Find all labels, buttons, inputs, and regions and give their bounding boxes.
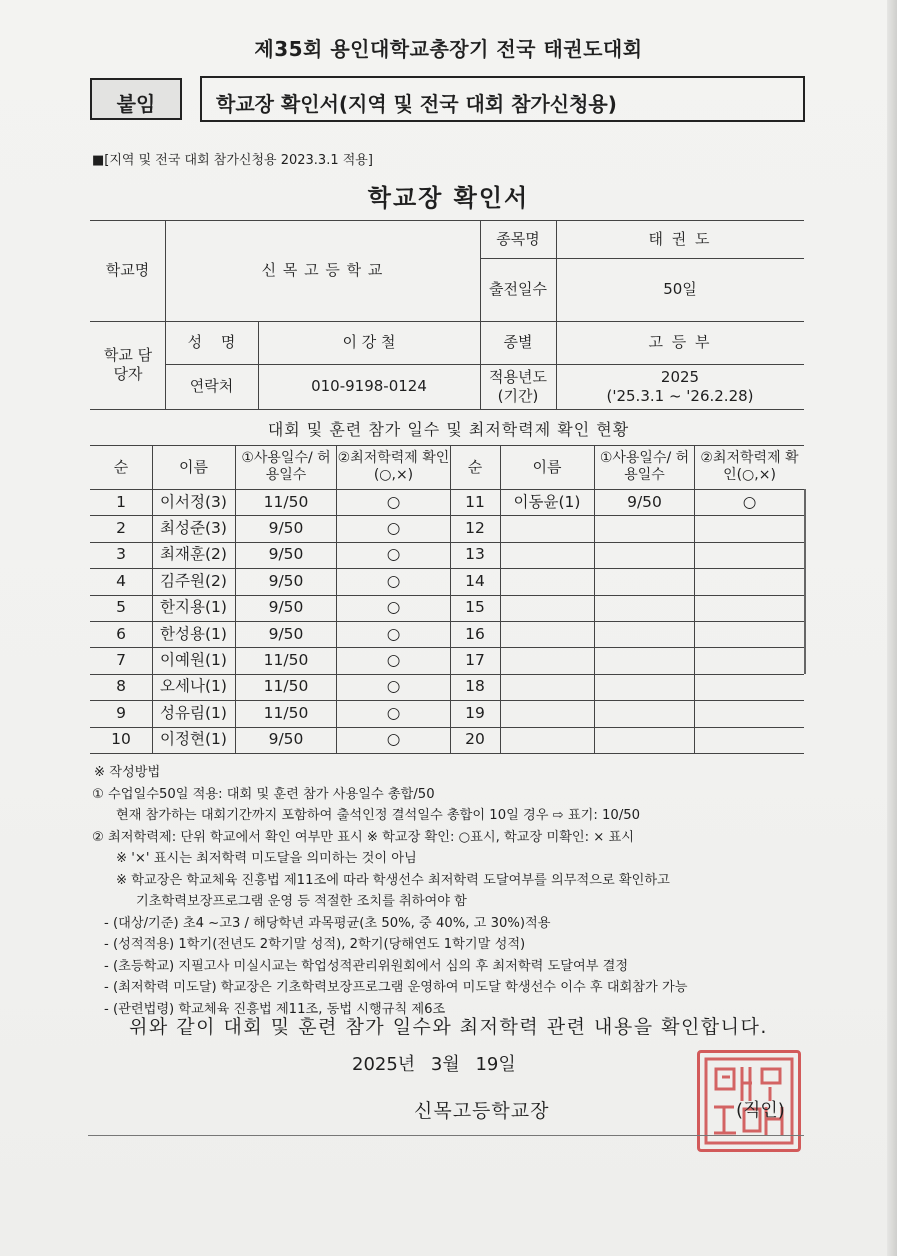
- table-cell-name: [500, 595, 594, 621]
- table-cell-name: [500, 568, 594, 594]
- table-cell-name: [500, 515, 594, 541]
- table-cell-days: [595, 542, 694, 568]
- table-cell-check: ○: [386, 492, 401, 511]
- table-cell-days: 9/50: [268, 598, 304, 617]
- note-item: ※ '×' 표시는 최저학력 미도달을 의미하는 것이 아님: [116, 851, 417, 866]
- table-cell-check: [695, 542, 804, 568]
- seal-label: (직인): [736, 1100, 785, 1121]
- school-name-label: 학교명: [105, 261, 150, 280]
- note-item: ① 수업일수50일 적용: 대회 및 훈련 참가 사용일수 총합/50: [92, 786, 435, 802]
- note-item: - (관련법령) 학교체육 진흥법 제11조, 동법 시행규칙 제6조: [104, 1001, 446, 1017]
- table-cell-name: 한지용(1): [160, 598, 227, 617]
- table-cell-name: [500, 700, 594, 726]
- manager-label: 학교 담당자: [103, 346, 153, 383]
- table-cell-days: 11/50: [263, 703, 309, 722]
- division-label: 종별: [503, 333, 533, 352]
- note-item: 기초학력보장프로그램 운영 등 적절한 조치를 취하여야 함: [136, 894, 467, 909]
- table-cell-no: 12: [465, 518, 485, 537]
- reference-note: ■[지역 및 전국 대회 참가신청용 2023.3.1 적용]: [92, 153, 373, 168]
- year-value-cell: [556, 364, 804, 409]
- col-header-check: ②최저학력제 확인(○,×): [337, 449, 450, 483]
- table-cell-check: ○: [386, 677, 401, 696]
- table-cell-days: [595, 515, 694, 541]
- notes-heading: ※ 작성방법: [94, 765, 161, 780]
- year-label: 적용년도 (기간): [489, 367, 547, 405]
- table-cell-name: [500, 674, 594, 700]
- table-cell-days: [595, 727, 694, 753]
- note-item: - (초등학교) 지필고사 미실시교는 학업성적관리위원회에서 심의 후 최저학력 도달여부 결정: [104, 958, 629, 974]
- table-cell-no: 13: [465, 545, 485, 564]
- table-cell-no: 3: [116, 545, 126, 564]
- note-item: - (대상/기준) 초4 ~고3 / 해당학년 과목평균(초 50%, 중 40%, 고 30%)적용: [104, 915, 551, 931]
- table-cell-no: 9: [116, 703, 126, 722]
- table-cell-days: [595, 674, 694, 700]
- table-cell-name: [500, 542, 594, 568]
- table-cell-days: 11/50: [263, 492, 309, 511]
- table-cell-days: 11/50: [263, 650, 309, 669]
- note-item: 현재 참가하는 대회기간까지 포함하여 출석인정 결석일수 총합이 10일 경우 ⇨ 표기: 10/50: [116, 808, 641, 823]
- table-cell-check: ○: [386, 624, 401, 643]
- document-title: 학교장 확인서: [367, 184, 530, 212]
- manager-name-label: 성 명: [187, 333, 236, 352]
- table-cell-name: 성유림(1): [160, 703, 227, 722]
- attachment-tag: [90, 78, 182, 120]
- col-header-check-2: ②최저학력제 확인(○,×): [700, 449, 799, 483]
- principal-signature-line: 신목고등학교장: [414, 1100, 550, 1122]
- table-cell-days: 9/50: [627, 492, 662, 511]
- table-cell-check: ○: [386, 730, 401, 749]
- note-item: ② 최저학력제: 단위 학교에서 확인 여부만 표시 ※ 학교장 확인: ○표시, 학교장 미확인: × 표시: [92, 829, 635, 845]
- document-date: 2025년 3월 19일: [352, 1054, 516, 1075]
- table-cell-name: 최재훈(2): [160, 545, 227, 564]
- event-title: 제35회 용인대학교총장기 전국 태권도대회: [254, 37, 643, 61]
- table-cell-days: 9/50: [268, 730, 304, 749]
- table-cell-days: 9/50: [268, 518, 304, 537]
- note-item: - (최저학력 미도달) 학교장은 기초학력보장프로그램 운영하여 미도달 학생선수 이수 후 대회참가 가능: [104, 980, 688, 995]
- table-cell-no: 6: [116, 624, 126, 643]
- table-cell-no: 5: [116, 598, 126, 617]
- table-cell-check: [695, 727, 804, 753]
- table-cell-name: 이서정(3): [160, 492, 227, 511]
- table-cell-check: [695, 647, 804, 673]
- table-cell-check: [695, 568, 804, 594]
- writing-instructions: [92, 762, 687, 1020]
- table-cell-name: 한성용(1): [160, 624, 227, 643]
- table-cell-name: [500, 647, 594, 673]
- col-header-days-2: ①사용일수/ 허용일수: [599, 449, 690, 483]
- table-cell-days: 9/50: [268, 545, 304, 564]
- form-heading-box: [200, 76, 805, 122]
- school-info-table: [90, 220, 804, 410]
- table-cell-check: [695, 674, 804, 700]
- col-header-name-2: 이름: [532, 457, 562, 476]
- table-cell-check: ○: [386, 571, 401, 590]
- table-cell-check: ○: [386, 518, 401, 537]
- table-cell-days: 11/50: [263, 677, 309, 696]
- table-cell-no: 7: [116, 650, 126, 669]
- table-cell-no: 14: [465, 571, 485, 590]
- table-cell-name: 이예원(1): [160, 650, 227, 669]
- col-header-days: ①사용일수/ 허용일수: [241, 449, 331, 483]
- table-cell-name: 최성준(3): [160, 518, 227, 537]
- table-cell-days: [595, 621, 694, 647]
- sport-label: 종목명: [496, 229, 540, 248]
- table-cell-check: ○: [386, 598, 401, 617]
- table-cell-check: [695, 700, 804, 726]
- table-cell-no: 2: [116, 518, 126, 537]
- table-cell-name: 이정현(1): [160, 730, 227, 749]
- table-cell-check: ○: [386, 545, 401, 564]
- table-cell-check: ○: [386, 650, 401, 669]
- year-period: ('25.3.1 ~ '26.2.28): [606, 386, 754, 405]
- contact-label: 연락처: [189, 377, 234, 396]
- table-cell-check: ○: [386, 703, 401, 722]
- table-cell-name: [500, 727, 594, 753]
- table-cell-days: [595, 700, 694, 726]
- table-cell-name: 김주원(2): [160, 571, 227, 590]
- col-header-no: 순: [113, 457, 129, 476]
- section-title: 대회 및 훈련 참가 일수 및 최저학력제 확인 현황: [267, 420, 630, 439]
- table-cell-no: 10: [111, 730, 131, 749]
- table-cell-days: [595, 568, 694, 594]
- table-cell-days: [595, 647, 694, 673]
- table-cell-check: [695, 595, 804, 621]
- table-cell-no: 20: [465, 730, 485, 749]
- table-cell-no: 17: [465, 650, 485, 669]
- table-cell-check: ○: [742, 492, 757, 511]
- manager-name-value: 이 강 철: [342, 333, 396, 352]
- table-cell-no: 1: [116, 492, 126, 511]
- table-cell-no: 11: [465, 492, 485, 511]
- note-item: ※ 학교장은 학교체육 진흥법 제11조에 따라 학생선수 최저학력 도달여부를 의무적으로 확인하고: [116, 872, 670, 888]
- table-cell-name: 오세나(1): [160, 677, 227, 696]
- confirmation-statement: 위와 같이 대회 및 훈련 참가 일수와 최저학력 관련 내용을 확인합니다.: [129, 1016, 768, 1038]
- table-cell-check: [695, 621, 804, 647]
- table-cell-no: 4: [116, 571, 126, 590]
- col-header-no-2: 순: [467, 457, 483, 476]
- sport-value: 태 권 도: [648, 229, 712, 248]
- footer-divider: [88, 1135, 804, 1136]
- days-label: 출전일수: [489, 280, 547, 299]
- form-heading: 학교장 확인서(지역 및 전국 대회 참가신청용): [216, 92, 617, 116]
- school-name-value: 신 목 고 등 학 교: [261, 261, 384, 280]
- table-cell-days: 9/50: [268, 571, 304, 590]
- year-value: 2025: [660, 367, 700, 386]
- table-cell-days: 9/50: [268, 624, 304, 643]
- division-value: 고 등 부: [648, 333, 712, 352]
- table-cell-name: 이동윤(1): [513, 492, 581, 511]
- table-cell-no: 18: [465, 677, 485, 696]
- table-cell-days: [595, 595, 694, 621]
- days-value: 50일: [663, 280, 697, 299]
- col-header-name: 이름: [179, 457, 208, 476]
- table-cell-no: 15: [465, 598, 485, 617]
- table-cell-name: [500, 621, 594, 647]
- participation-table: [90, 409, 804, 755]
- table-cell-check: [695, 515, 804, 541]
- table-cell-no: 19: [465, 703, 485, 722]
- table-cell-no: 8: [116, 677, 126, 696]
- table-cell-no: 16: [465, 624, 485, 643]
- note-item: - (성적적용) 1학기(전년도 2학기말 성적), 2학기(당해연도 1학기말 성적): [104, 937, 526, 952]
- contact-value: 010-9198-0124: [311, 377, 427, 396]
- attachment-tag-label: 붙임: [116, 92, 156, 116]
